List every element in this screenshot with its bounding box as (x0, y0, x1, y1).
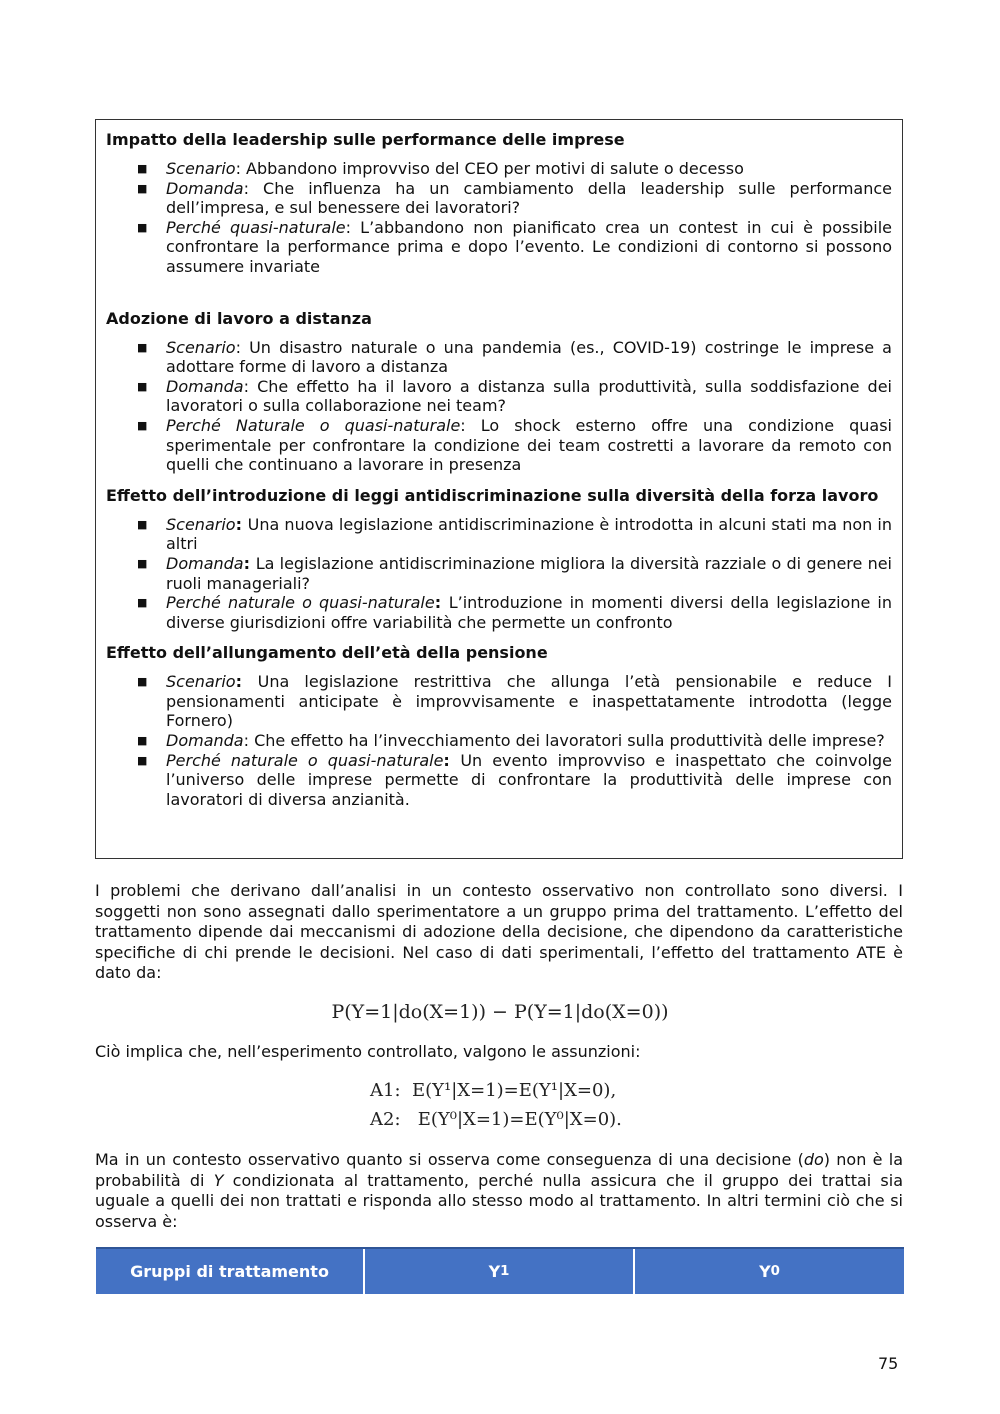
item-label: Scenario (166, 514, 236, 534)
item-text: Un disastro naturale o una pandemia (es., COVID-19) costringe le imprese a adottare forme di lavoro a distanza (166, 337, 892, 377)
section-title: Adozione di lavoro a distanza (106, 308, 372, 328)
item-text: Che effetto ha il lavoro a distanza sulla produttività, sulla soddisfazione dei lavoratori o sulla collaborazione nei team? (166, 376, 892, 416)
p3-y: Y (213, 1170, 224, 1190)
p3-part1: Ma in un contesto osservativo quanto si osserva come conseguenza di una decisione ( (95, 1150, 804, 1169)
list-item (137, 593, 893, 632)
section-title: Effetto dell’introduzione di leggi antidiscriminazione sulla diversità della forza lavoro (106, 485, 879, 505)
treatment-table-header (96, 1247, 904, 1294)
item-label: Domanda (166, 553, 244, 573)
paragraph-observational-context (95, 1150, 903, 1232)
list-item (137, 514, 893, 554)
item-separator: : (243, 376, 258, 396)
square-bullet-icon: ■ (137, 379, 148, 393)
header-cell-y0 (635, 1249, 904, 1294)
item-separator: : (235, 514, 248, 534)
bullet-list (106, 515, 892, 633)
assumption-a1 (370, 1080, 616, 1101)
item-text: Un evento improvviso e inaspettato che coinvolge l’universo delle imprese permette di confrontare la produttività delle imprese con lavoratori di diversa anzianità. (166, 750, 893, 809)
item-label: Scenario (166, 337, 236, 357)
item-text: Una nuova legislazione antidiscriminazione è introdotta in alcuni stati ma non in altri (166, 514, 893, 554)
item-label: Perché Naturale o quasi-naturale (166, 415, 461, 435)
p3-part2: ) non è la probabilità di (95, 1150, 903, 1190)
header-y0-base: Y (759, 1262, 771, 1281)
item-text: Una legislazione restrittiva che allunga l’età pensionabile e reduce I pensionamenti anticipate è improvvisamente e inaspettatamente introdotta (legge Fornero) (166, 672, 893, 731)
ate-formula-text: P(Y=1|do(X=1)) − P(Y=1|do(X=0)) (331, 1001, 669, 1023)
bullet-list (106, 672, 892, 809)
item-label: Scenario (166, 159, 236, 178)
item-separator: : (235, 159, 247, 178)
square-bullet-icon: ■ (137, 556, 148, 570)
paragraph-assumptions-intro: Ciò implica che, nell’esperimento controllato, valgono le assunzioni: (95, 1042, 641, 1061)
square-bullet-icon: ■ (137, 340, 148, 354)
ate-formula (0, 1001, 1000, 1023)
list-item (137, 553, 893, 593)
square-bullet-icon: ■ (137, 220, 148, 234)
square-bullet-icon: ■ (137, 675, 148, 689)
item-text: L’introduzione in momenti diversi della legislazione in diverse giurisdizioni offre variabilità che permette un confronto (166, 593, 893, 632)
header-y1-sup: 1 (500, 1264, 510, 1279)
item-text: Lo shock esterno offre una condizione quasi sperimentale per confrontare la condizione dei team costretti a lavorare da remoto con quelli che continuano a lavorare in presenza (166, 415, 893, 475)
item-separator: : (235, 672, 258, 692)
item-label: Perché naturale o quasi-naturale (166, 593, 435, 613)
item-text: La legislazione antidiscriminazione migliora la diversità razziale o di genere nei ruoli manageriali? (166, 553, 893, 593)
square-bullet-icon: ■ (137, 753, 148, 767)
assumption-a2-label: A2: (370, 1109, 401, 1130)
paragraph-observational-problems: I problemi che derivano dall’analisi in un contesto osservativo non controllato sono diversi. I soggetti non sono assegnati dallo sperimentatore a un gruppo prima del trattamento. L’effetto del trattamento dipende dai meccanismi di adozione della decisione, che dipendono da caratteristiche specifiche di chi prende le decisioni. Nel caso di dati sperimentali, l’effetto del trattamento ATE è dato da: (95, 881, 903, 982)
bullet-list (106, 159, 892, 277)
list-item (137, 337, 892, 377)
square-bullet-icon: ■ (137, 734, 148, 748)
item-label: Scenario (166, 672, 236, 692)
header-cell-y1 (365, 1249, 635, 1294)
list-item (137, 376, 892, 416)
section-spacer (106, 277, 892, 308)
bullet-list (106, 338, 892, 475)
list-item (137, 415, 893, 475)
header-y1-base: Y (488, 1262, 501, 1281)
item-separator: : (434, 593, 449, 613)
p3-part3: condizionata al trattamento, perché nulla assicura che il gruppo dei trattai sia uguale a quelli dei non trattati e risponda allo stesso modo al trattamento. In altri termini ciò che si osserva è: (95, 1170, 903, 1231)
assumption-a2 (370, 1109, 622, 1130)
item-separator: : (460, 415, 481, 435)
assumption-a2-expr: E(Y⁰|X=1)=E(Y⁰|X=0). (417, 1109, 622, 1130)
square-bullet-icon: ■ (137, 517, 148, 531)
list-item (137, 731, 892, 751)
header-cell-groups (96, 1249, 365, 1294)
item-separator: : (235, 337, 250, 357)
p3-do: do (803, 1150, 824, 1169)
item-label: Domanda (166, 376, 244, 396)
section-title: Effetto dell’allungamento dell’età della pensione (106, 643, 548, 663)
item-separator: : (345, 217, 361, 237)
item-text: L’abbandono non pianificato crea un contest in cui è possibile confrontare la performance prima e dopo l’evento. Le condizioni di contorno si possono assumere invariate (166, 217, 893, 276)
assumption-a1-label: A1: (370, 1080, 401, 1101)
item-separator: : (443, 750, 461, 770)
item-label: Domanda (166, 731, 244, 751)
item-text: Abbandono improvviso del CEO per motivi di salute o decesso (246, 159, 744, 178)
square-bullet-icon: ■ (137, 181, 148, 195)
page-number: 75 (878, 1354, 899, 1373)
assumption-a1-expr: E(Y¹|X=1)=E(Y¹|X=0), (411, 1080, 617, 1101)
list-item (137, 178, 892, 218)
list-item (137, 672, 893, 731)
item-text: Che effetto ha l’invecchiamento dei lavoratori sulla produttività delle imprese? (254, 731, 885, 751)
list-item (137, 159, 892, 179)
header-y0-sup: 0 (770, 1264, 780, 1279)
item-label: Domanda (166, 178, 244, 198)
square-bullet-icon: ■ (137, 162, 148, 175)
item-label: Perché quasi-naturale (166, 217, 346, 237)
section-spacer (106, 632, 892, 642)
square-bullet-icon: ■ (137, 418, 148, 432)
list-item (137, 750, 893, 810)
header-groups-label: Gruppi di trattamento (130, 1262, 329, 1281)
case-studies-box (95, 119, 903, 859)
section-title: Impatto della leadership sulle performance delle imprese (106, 130, 625, 149)
item-text: Che influenza ha un cambiamento della leadership sulle performance dell’impresa, e sul benessere dei lavoratori? (166, 178, 892, 218)
section-spacer (106, 475, 892, 485)
item-label: Perché naturale o quasi-naturale (166, 750, 444, 770)
list-item (137, 217, 893, 277)
item-separator: : (243, 178, 264, 198)
square-bullet-icon: ■ (137, 596, 148, 610)
item-separator: : (243, 731, 255, 751)
item-separator: : (243, 553, 256, 573)
